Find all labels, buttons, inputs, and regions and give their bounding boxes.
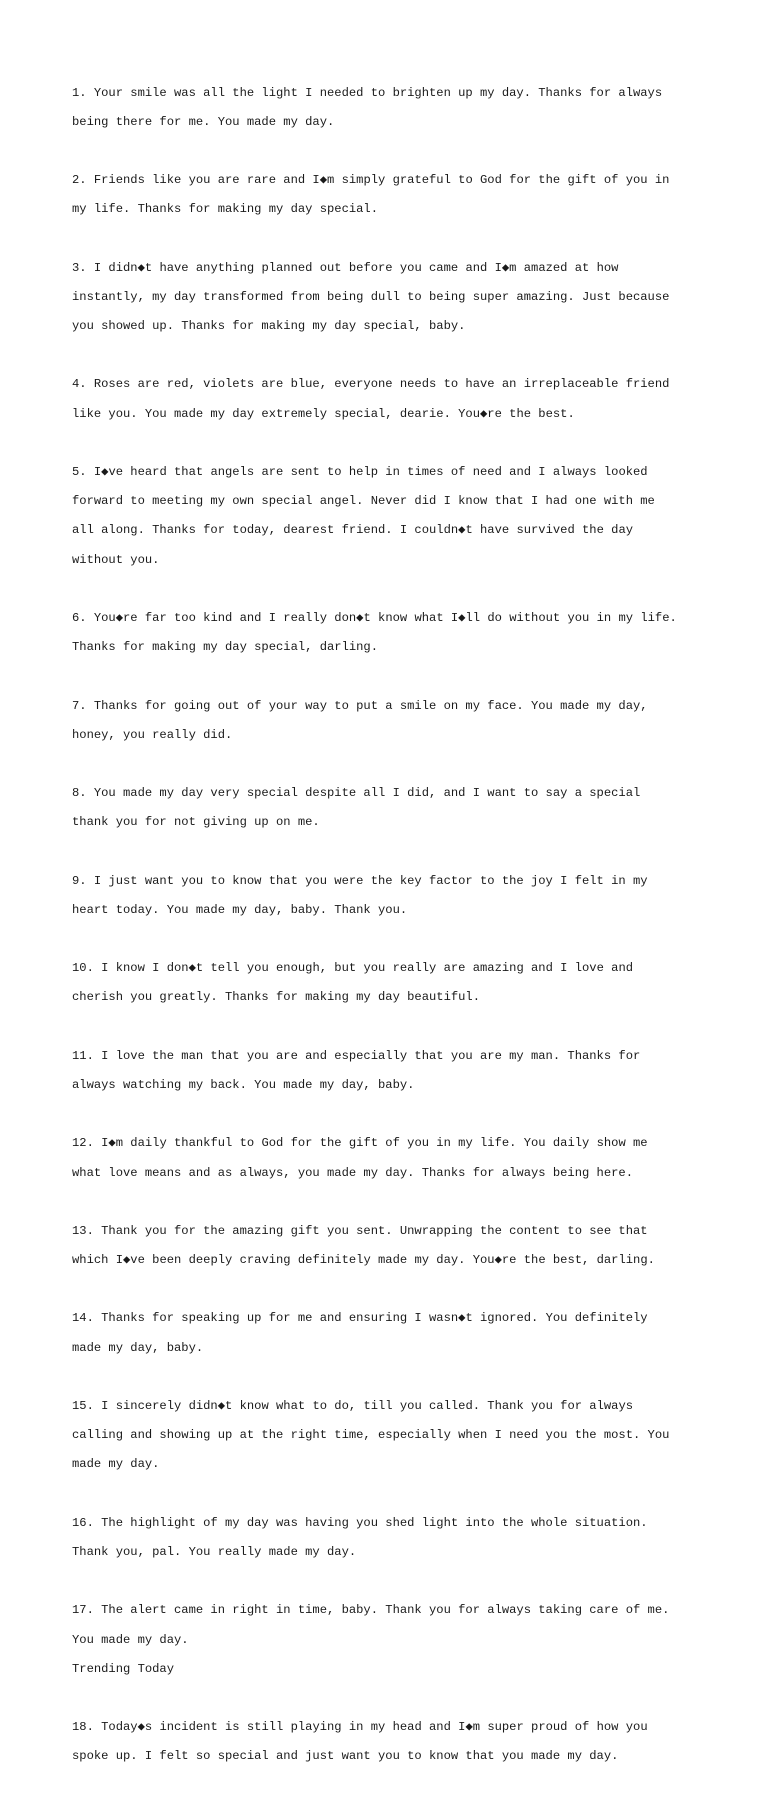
paragraph-line: 2. Friends like you are rare and I◆m simply grateful to God for the gift of you in [72,173,670,188]
paragraph-line: my life. Thanks for making my day special. [72,202,378,217]
document-page [72,71,712,1793]
paragraph-18 [72,1706,712,1779]
paragraph-9 [72,859,712,932]
paragraph-2 [72,159,712,232]
paragraph-line: 11. I love the man that you are and especially that you are my man. Thanks for [72,1048,641,1063]
paragraph-line: 18. Today◆s incident is still playing in my head and I◆m super proud of how you [72,1720,648,1735]
paragraph-line: You made my day. [72,1632,189,1647]
paragraph-14 [72,1297,712,1370]
paragraph-line: like you. You made my day extremely special, dearie. You◆re the best. [72,406,575,421]
paragraph-11 [72,1034,712,1107]
paragraph-6 [72,596,712,669]
paragraph-16 [72,1501,712,1574]
paragraph-line: always watching my back. You made my day, baby. [72,1077,415,1092]
paragraph-4 [72,363,712,436]
paragraph-line: forward to meeting my own special angel. Never did I know that I had one with me [72,494,655,509]
paragraph-line: honey, you really did. [72,727,233,742]
paragraph-line: 4. Roses are red, violets are blue, everyone needs to have an irreplaceable friend [72,377,670,392]
paragraph-line: made my day, baby. [72,1340,204,1355]
paragraph-line: spoke up. I felt so special and just want you to know that you made my day. [72,1749,619,1764]
paragraph-1 [72,71,712,144]
paragraph-line: 1. Your smile was all the light I needed to brighten up my day. Thanks for always [72,85,663,100]
paragraph-line: heart today. You made my day, baby. Thank you. [72,902,408,917]
paragraph-line: thank you for not giving up on me. [72,815,320,830]
paragraph-line: 3. I didn◆t have anything planned out before you came and I◆m amazed at how [72,260,619,275]
paragraph-line: 8. You made my day very special despite all I did, and I want to say a special [72,786,641,801]
paragraph-line: you showed up. Thanks for making my day special, baby. [72,319,466,334]
paragraph-8 [72,772,712,845]
paragraph-line: cherish you greatly. Thanks for making my day beautiful. [72,990,480,1005]
paragraph-line: 9. I just want you to know that you were the key factor to the joy I felt in my [72,873,648,888]
paragraph-line: being there for me. You made my day. [72,114,335,129]
paragraph-7 [72,684,712,757]
paragraph-line: 17. The alert came in right in time, baby. Thank you for always taking care of me. [72,1603,670,1618]
paragraph-5 [72,450,712,581]
paragraph-line: 16. The highlight of my day was having you shed light into the whole situation. [72,1515,648,1530]
paragraph-10 [72,947,712,1020]
paragraph-15 [72,1384,712,1486]
trending-today-label: Trending Today [72,1661,174,1676]
paragraph-3 [72,246,712,348]
paragraph-line: what love means and as always, you made my day. Thanks for always being here. [72,1165,633,1180]
paragraph-line: Thank you, pal. You really made my day. [72,1544,357,1559]
paragraph-line: 5. I◆ve heard that angels are sent to help in times of need and I always looked [72,465,648,480]
paragraph-line: 15. I sincerely didn◆t know what to do, till you called. Thank you for always [72,1399,634,1414]
paragraph-line: 7. Thanks for going out of your way to put a smile on my face. You made my day, [72,698,648,713]
paragraph-line: all along. Thanks for today, dearest friend. I couldn◆t have survived the day [72,523,634,538]
paragraph-line: Thanks for making my day special, darling. [72,640,378,655]
paragraph-line: 12. I◆m daily thankful to God for the gift of you in my life. You daily show me [72,1136,648,1151]
paragraph-line: 6. You◆re far too kind and I really don◆t know what I◆ll do without you in my life. [72,610,677,625]
paragraph-17 [72,1589,712,1691]
paragraph-line: calling and showing up at the right time, especially when I need you the most. You [72,1428,670,1443]
paragraph-line: 10. I know I don◆t tell you enough, but you really are amazing and I love and [72,961,634,976]
paragraph-line: 13. Thank you for the amazing gift you sent. Unwrapping the content to see that [72,1223,648,1238]
paragraph-line: which I◆ve been deeply craving definitely made my day. You◆re the best, darling. [72,1253,655,1268]
paragraph-line: instantly, my day transformed from being dull to being super amazing. Just because [72,289,670,304]
paragraph-line: made my day. [72,1457,160,1472]
paragraph-12 [72,1122,712,1195]
paragraph-13 [72,1209,712,1282]
paragraph-line: 14. Thanks for speaking up for me and ensuring I wasn◆t ignored. You definitely [72,1311,648,1326]
paragraph-line: without you. [72,552,160,567]
